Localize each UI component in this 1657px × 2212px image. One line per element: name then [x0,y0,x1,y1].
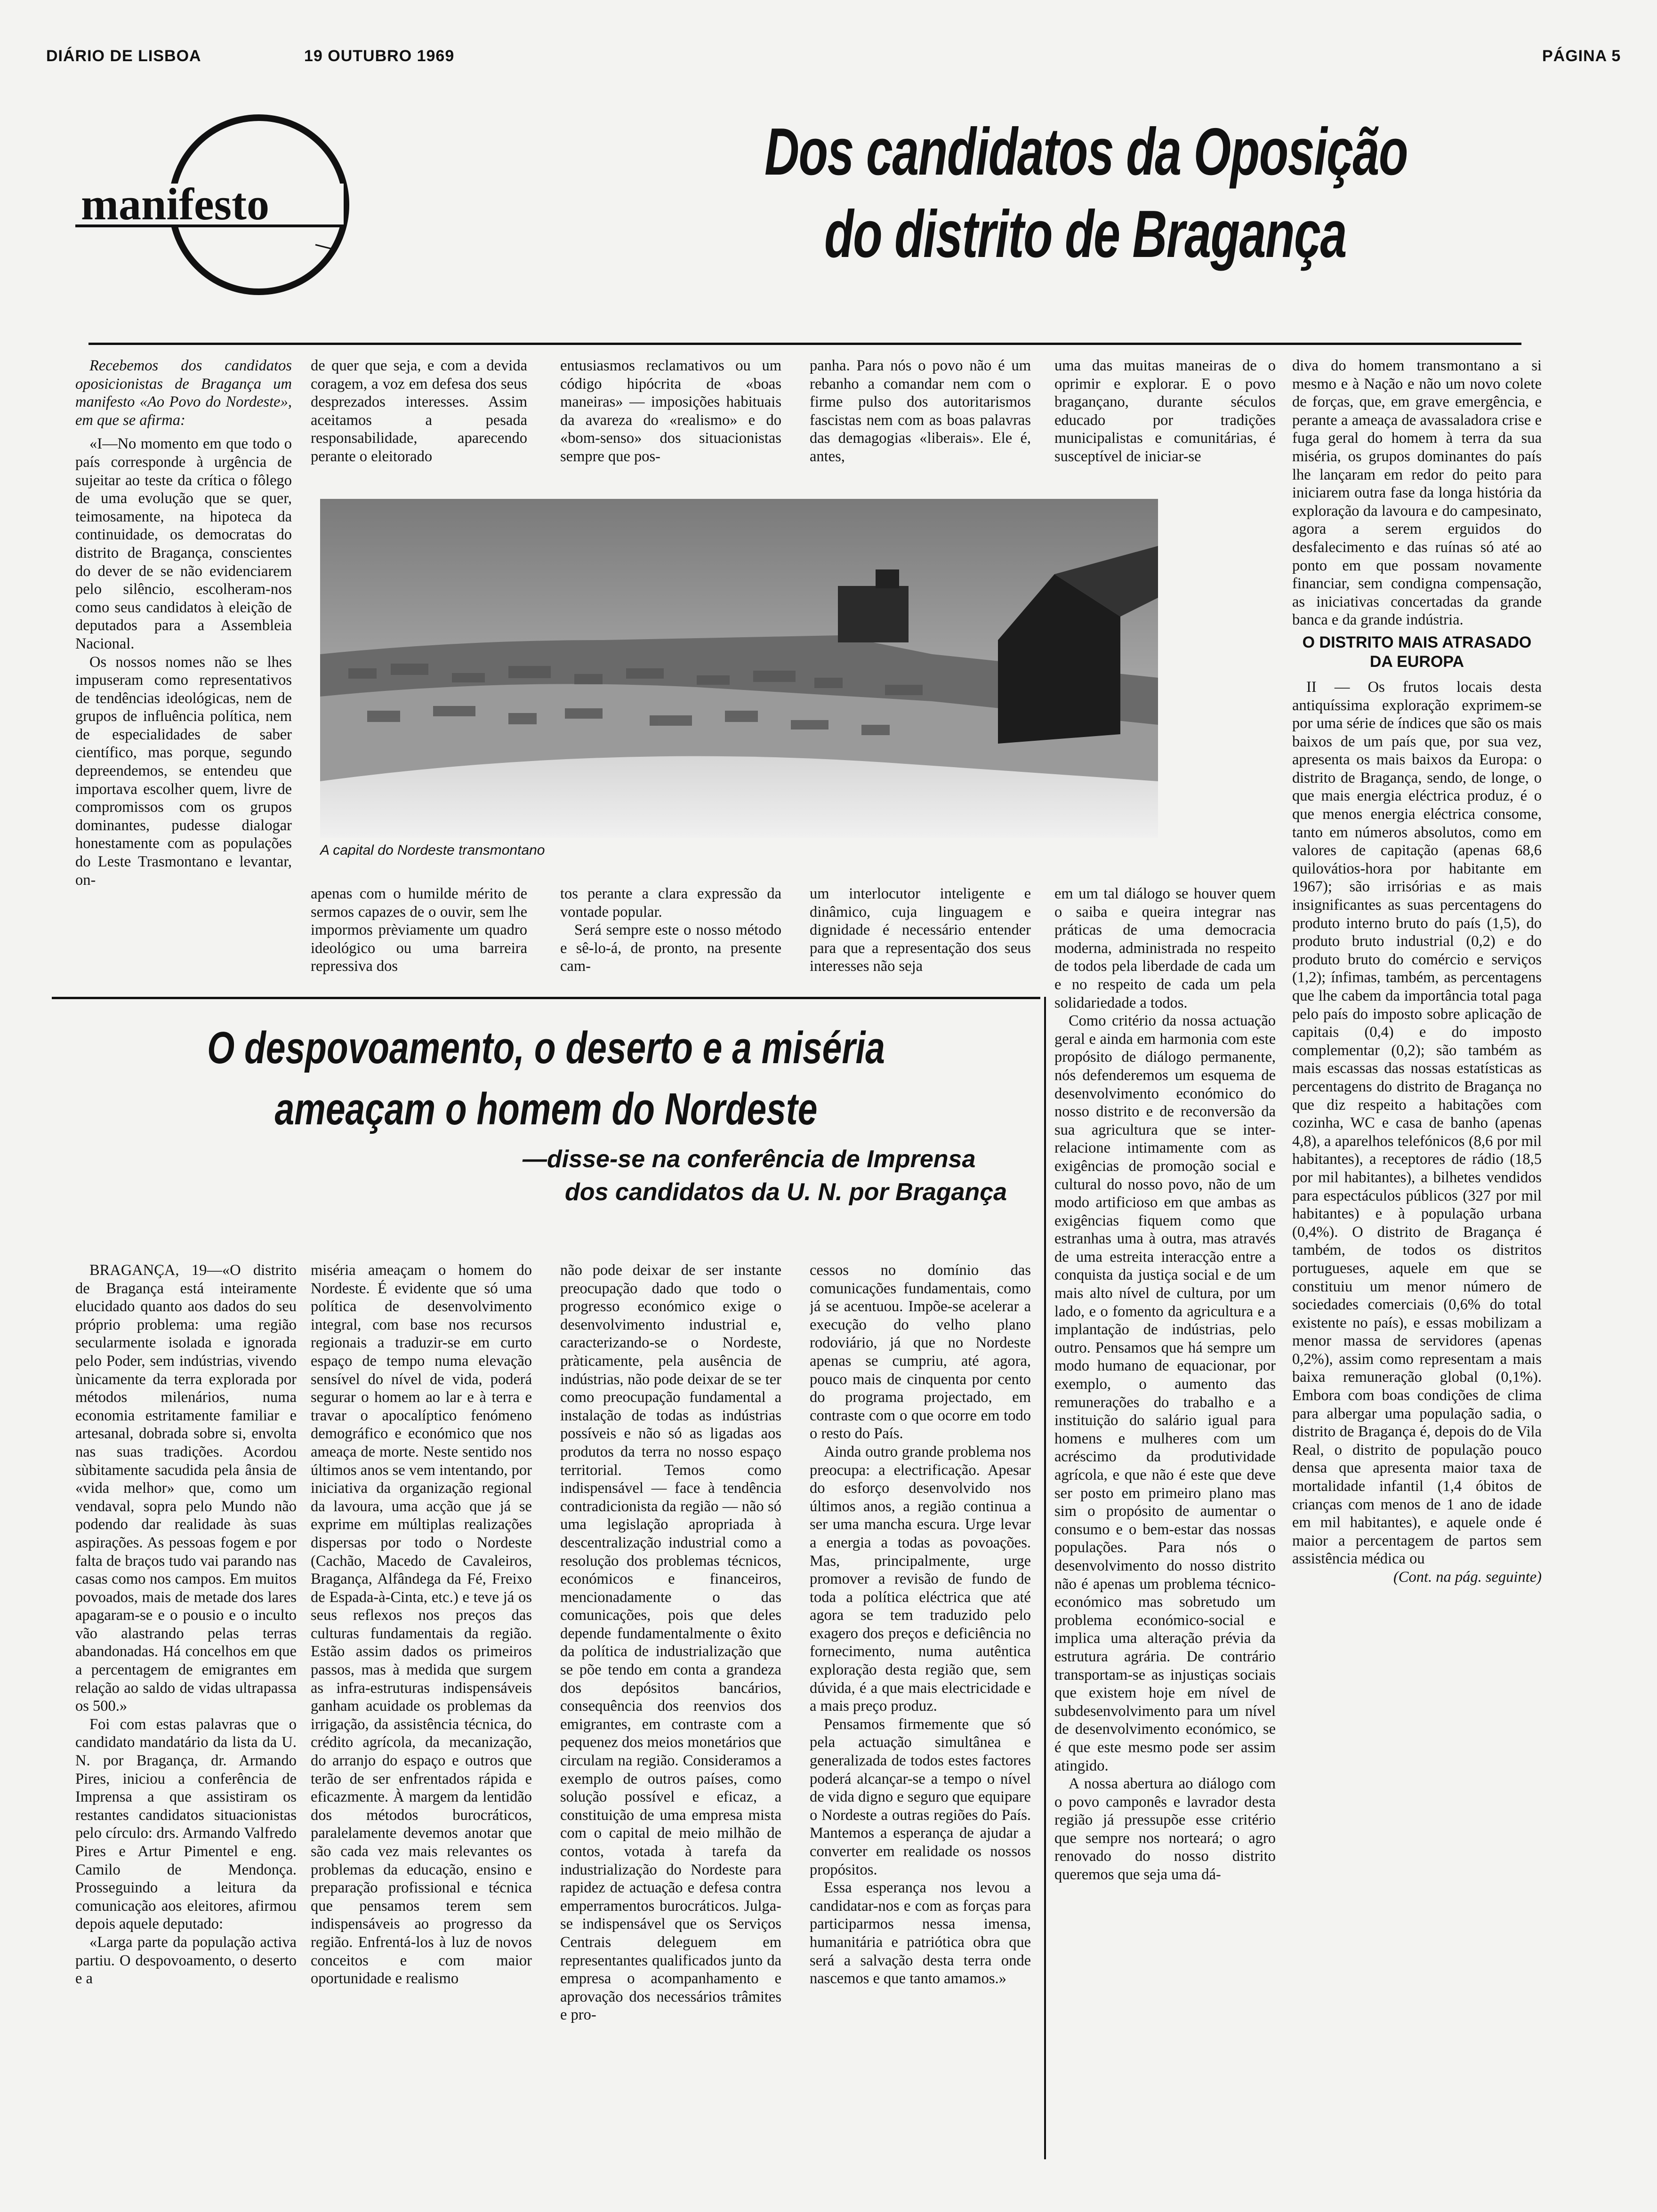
photo-braganca [320,499,1158,838]
article2-title-line1: O despovoamento, o deserto e a miséria [207,1023,885,1073]
article2-column-3 [560,1261,781,2156]
article1-col4-text: panha. Para nós o povo não é um rebanho a comandar nem com o firme pulso dos autoritarismos fascistas nem com as boas palavras das demagogias «liberais». Ele é, antes, [810,357,1031,465]
article2-col3-text: não pode deixar de ser instante preocupação dado que todo o progresso económico exige o desenvolvimento industrial e, caracterizando-se o Nordeste, pràticamente, pela ausência de indústrias, não pode deixar de se ter como preocupação fundamental a instalação de todas as indústrias possíveis e não só as ligadas aos produtos da terra no nosso espaço territorial. Temos como indispensável — face à tendência contradicionista da região — não só uma legislação apropriada à descentralização industrial como a resolução dos problemas técnicos, económicos e financeiros, mencionadamente o das comunicações, pois que deles depende fundamentalmente o êxito da política de industrialização que se põe tendo em conta a grandeza dos depósitos bancários, consequência dos reenvios dos emigrantes, em contraste com a pequenez dos meios monetários que circulam na região. Consideramos a exemplo de outros países, como solução possível e eficaz, a constituição de uma empresa mista com o capital de meio milhão de contos, votada à tarefa da industrialização do Nordeste para rapidez de actuação e defesa contra emperramentos burocráticos. Julga-se indispensável que os Serviços Centrais deleguem em representantes qualificados junto da empresa o acompanhamento e aprovação dos necessários trâmites e pro- [560,1262,781,2024]
article2-col4-para1: cessos no domínio das comunicações fundamentais, como já se acentuou. Impõe-se acelerar a execução do velho plano rodoviário, já que no Nordeste apenas se cumpriu, até agora, pouco mais de cinquenta por cento do programa projectado, em contraste com o que ocorre em todo o resto do País. [810,1262,1031,1443]
article1-col1-para2: Os nossos nomes não se lhes impuseram como representativos de tendências ideológicas, nem de grupos de influência política, nem de especialidades de saber científico, mas porque, segundo depreendemos, se entendeu que importava escolher quem, livre de compromissos com os grupos dominantes, pudesse dialogar honestamente com as populações do Leste Trasmontano e levantar, on- [75,653,292,889]
article1-col6-para1: diva do homem transmontano a si mesmo e à Nação e não um novo colete de forças, que, em grave emergência, e perante a ameaça de avassaladora crise e fuga geral do homem à terra da sua miséria, os grupos dominantes do país lhe lançaram em redor do peito para iniciarem outra fase da longa história da exploração da lavoura e do campesinato, agora a serem erguidos do desfalecimento e das ruínas só até ao ponto em que possam novamente financiar, sem condigna compensação, as iniciativas concertadas da grande banca e da grande indústria. [1292,357,1542,629]
article1-col3-bottom-text1: tos perante a clara expressão da vontade popular. [560,885,781,921]
article2-subtitle-line1: —disse-se na conferência de Imprensa [523,1146,976,1173]
article1-column-4-bottom [810,885,1031,988]
article1-column-4-top [810,357,1031,472]
article2-top-rule [52,997,1040,999]
article1-col2-bottom-text: apenas com o humilde mérito de sermos capazes de o ouvir, sem lhe impormos prèviamente um quadro ideológico ou uma barreira repressiva dos [311,885,527,975]
article1-col5-para2: Como critério da nossa actuação geral e ainda em harmonia com este propósito de diálogo permanente, nós defenderemos um esquema de desenvolvimento económico do nosso distrito e de reconversão da sua agricultura que se inter-relacione intimamente com as exigências de promoção social e cultural do nosso povo, não de um modo artificioso em que ambas as exigências fiquem como que estranhas uma à outra, mas através de uma estreita interacção entre a conquista da justiça social e de um mais alto nível de cultura, por um lado, e o fomento da agricultura e a implantação de indústrias, pelo outro. Pensamos que há sempre um modo humano de equacionar, por exemplo, o aumento das remunerações do trabalho e a instituição do salário igual para homens e mulheres com um acréscimo da produtividade agrícola, e que não é este que deve ser posto em primeiro plano mas sim o propósito de aumentar o consumo e o bem-estar das nossas populações. Para nós o desenvolvimento do nosso distrito não é apenas um problema técnico-económico mas sobretudo um problema económico-social e implica uma alteração prévia da estrutura agrária. De contrário transportam-se as injustiças sociais que existem hoje em nível de subdesenvolvimento para um nível de desenvolvimento económico, se é que este mesmo pode ser assim atingido. [1054,1012,1276,1774]
article1-subhead: O DISTRITO MAIS ATRASADO DA EUROPA [1302,633,1532,671]
logo-word: manifesto [81,179,269,229]
article1-column-3-top [560,357,781,472]
article2-col4-para2: Ainda outro grande problema nos preocupa: a electrificação. Apesar do esforço desenvolvido nos últimos anos, a região continua a ser uma mancha escura. Urge levar a energia a todas as povoações. Mas, principalmente, urge promover a revisão de fundo de toda a política eléctrica que até agora se tem traduzido pelo exagero dos preços e deficiência no fornecimento, numa autêntica exploração desta região que, sem dúvida, é a que mais electricidade e a mais preço produz. [810,1443,1031,1715]
article1-col5-text: uma das muitas maneiras de o oprimir e explorar. E o povo bragançano, durante séculos educado por tradições municipalistas e comunitárias, é susceptível de iniciar-se [1054,357,1276,465]
article1-col3-text: entusiasmos reclamativos ou um código hipócrita de «boas maneiras» — imposições habituais da avareza do «realismo» e do «bom-senso» dos situacionistas sempre que pos- [560,357,781,465]
article1-column-3-bottom [560,885,781,988]
article2-col1-para2: Foi com estas palavras que o candidato mandatário da lista da U. N. por Bragança, dr. Armando Pires, iniciou a conferência de Imprensa a que assistiram os restantes candidatos situacionistas pelo círculo: drs. Armando Valfredo Pires e Artur Pimentel e eng. Camilo de Mendonça. Prosseguindo a leitura da comunicação aos eleitores, afirmou depois aquele deputado: [75,1715,297,1933]
article1-column-2-top [311,357,527,472]
article2-column-1 [75,1261,297,2156]
article2-col1-para1: BRAGANÇA, 19—«O distrito de Bragança está inteiramente elucidado quanto aos dados do seu próprio problema: uma região secularmente isolada e ignorada pelo Poder, sem indústrias, vivendo ùnicamente da terra explorada por métodos milenários, numa economia estritamente familiar e artesanal, dobrada sobre si, envolta nas suas tradições. Acordou sùbitamente sacudida pela ânsia de «vida melhor» que, como um vendaval, sopra pelo Mundo não podendo dar realidade às suas aspirações. As pessoas fogem e por falta de braços tudo vai parando nas casas como nos campos. Em muitos povoados, mais de metade dos lares apagaram-se e o pousio e o inculto vão alastrando pelas terras abandonadas. Há concelhos em que a percentagem de emigrantes em relação ao saldo de vidas ultrapassa os 500.» [75,1262,297,1715]
article1-col6-para2: II — Os frutos locais desta antiquíssima exploração exprimem-se por uma série de índices que são os mais baixos de um país que, por sua vez, apresenta os mais baixos da Europa: o distrito de Bragança, sendo, de longe, o que mais energia eléctrica produz, é o que menos energia eléctrica consome, tanto em números absolutos, como em valores de capitação (apenas 68,6 quilovátios-hora por habitante em 1967); são irrisórias e as mais insignificantes as suas percentagens do produto interno bruto do país (1,5), do produto bruto industrial (0,2) e do produto bruto do comércio e serviços (1,2); ínfimas, também, as percentagens que lhe cabem da importância total paga pelo país do imposto sobre aplicação de capitais (0,4) e do imposto complementar (0,2); são também as mais escassas das nossas estatísticas as percentagens do distrito de Bragança no que diz respeito a habitações com cozinha, WC e casa de banho (apenas 4,8), a aparelhos telefónicos (8,6 por mil habitantes), a receptores de rádio (18,5 por mil habitantes), a bilhetes vendidos para espectáculos públicos (327 por mil habitantes) e à população urbana (0,4%). O distrito de Bragança é também, de todos os distritos portugueses, aquele em que se constituiu um menor número de sociedades comerciais (0,6% do total existente no país), e essas mobilizam a menor massa de servidores (apenas 0,2%), assim como representam a mais baixa remuneração global (0,1%). Embora com boas condições de clima para albergar uma população sadia, o distrito de Bragança é, depois do de Vila Real, o distrito de população pouco densa que apresenta maior taxa de mortalidade infantil (1,4 óbitos de crianças com menos de 1 ano de idade em mil habitantes), e aquele onde é maior a percentagem de partos sem assistência médica ou [1292,678,1542,1568]
article1-column-1 [75,357,292,992]
column-divider [1044,997,1046,2159]
continued-note: (Cont. na pág. seguinte) [1393,1569,1542,1586]
article2-title-line2: ameaçam o homem do Nordeste [274,1084,818,1134]
top-rule [88,343,1521,345]
manifesto-logo [71,108,377,311]
article1-column-5 [1054,885,1276,2151]
article1-col5-para1: em um tal diálogo se houver quem o saiba e queira integrar nas práticas de uma democracia moderna, administrada no respeito de todos pela liberdade de cada um e no respeito de cada um pela solidariedade a todos. [1054,885,1276,1011]
article2-col4-para3: Pensamos firmemente que só pela actuação simultânea e generalizada de todos estes factores poderá alcançar-se a tempo o nível de vida digno e seguro que equipare o Nordeste a outras regiões do País. Mantemos a esperança de ajudar a converter em realidade os nossos propósitos. [810,1715,1031,1878]
article1-column-6 [1292,357,1542,2159]
article1-col5-para3: A nossa abertura ao diálogo com o povo camponês e lavrador desta região já pressupõe esse critério que sempre nos norteará; o agro renovado do nosso distrito queremos que seja uma dá- [1054,1775,1276,1883]
article1-col3-bottom-text2: Será sempre este o nosso método e sê-lo-á, de pronto, na presente cam- [560,922,781,975]
article2-column-2 [311,1261,532,2156]
article2-subtitle-line2: dos candidatos da U. N. por Bragança [565,1178,1007,1206]
article1-column-5-top [1054,357,1276,472]
article1-col1-para1: «I—No momento em que todo o país corresponde à urgência de sujeitar ao teste da crítica o fôlego de uma evolução que se quer, teimosamente, na hipoteca da continuidade, os democratas do distrito de Bragança, conscientes do dever de se não evidenciarem pelo silêncio, escolheram-nos como seus candidatos à eleição de deputados para a Assembleia Nacional. [75,435,292,652]
page-number: PÁGINA 5 [1542,47,1621,65]
article1-title-line1: Dos candidatos da Oposição [764,114,1408,189]
article2-col1-para3: «Larga parte da população activa partiu. O despovoamento, o deserto e a [75,1933,297,1988]
article2-col4-para4: Essa esperança nos levou a candidatar-nos e com as forças para participarmos nessa imensa, humanitária e patriótica obra que será a salvação desta terra onde nascemos e que tanto amamos.» [810,1879,1031,1988]
article1-col4-bottom-text: um interlocutor inteligente e dinâmico, cuja linguagem e dignidade é necessário entender para que a representação dos seus interesses não seja [810,885,1031,975]
issue-date: 19 OUTUBRO 1969 [304,47,455,65]
article1-title-line2: do distrito de Bragança [824,197,1346,272]
article1-intro: Recebemos dos candidatos oposicionistas de Bragança um manifesto «Ao Povo do Nordeste», em que se afirma: [75,357,292,429]
photo-caption: A capital do Nordeste transmontano [320,842,545,858]
article2-column-4 [810,1261,1031,2156]
article1-col2-text: de quer que seja, e com a devida coragem, a voz em defesa dos seus desprezados interesses. Assim aceitamos a pesada responsabilidade, aparecendo perante o eleitorado [311,357,527,465]
article2-col2-text: miséria ameaçam o homem do Nordeste. É evidente que só uma política de desenvolvimento integral, com base nos recursos regionais a traduzir-se em curto espaço de tempo numa elevação sensível do nível de vida, poderá segurar o homem ao lar e à terra e travar o apocalíptico fenómeno demográfico e económico que nos ameaça de morte. Neste sentido nos últimos anos se vem intentando, por iniciativa da organização regional da lavoura, uma acção que já se exprime em múltiplas realizações dispersas por todo o Nordeste (Cachão, Macedo de Cavaleiros, Bragança, Alfândega da Fé, Freixo de Espada-à-Cinta, etc.) e teve já os seus reflexos nos preços das culturas fundamentais da região. Estão assim dados os primeiros passos, mas à medida que surgem as infra-estruturas indispensáveis ganham acuidade os problemas da irrigação, da assistência técnica, do crédito agrícola, da mecanização, do arranjo do espaço e outros que terão de ser enfrentados rápida e eficazmente. À margem da lentidão dos métodos burocráticos, paralelamente devemos anotar que são cada vez mais relevantes os problemas da educação, ensino e preparação profissional e técnica que pensamos terem sem indispensáveis ao progresso da região. Enfrentá-los à luz de novos conceitos e com maior oportunidade e realismo [311,1262,532,1988]
paper-name: DIÁRIO DE LISBOA [46,47,201,65]
article1-column-2-bottom [311,885,527,988]
